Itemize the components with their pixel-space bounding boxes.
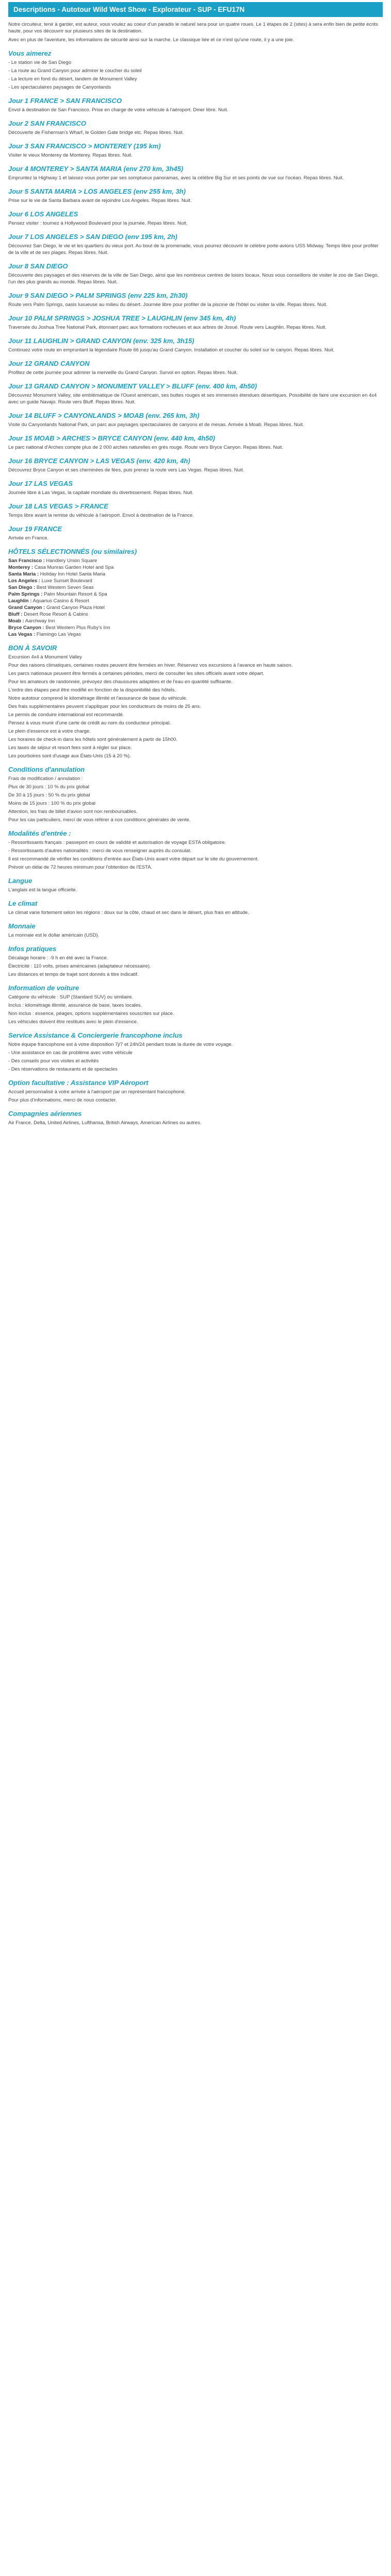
section bbox=[8, 49, 383, 91]
hotel-name: Desert Rose Resort & Cabins bbox=[24, 612, 88, 617]
section-paragraph: Attention, les frais de billet d'avion sont non remboursables. bbox=[8, 809, 138, 815]
section-paragraph: Arrivée en France. bbox=[8, 535, 49, 541]
section-heading: Vous aimerez bbox=[8, 49, 52, 57]
section-heading: Infos pratiques bbox=[8, 945, 57, 953]
section-heading: Jour 12 GRAND CANYON bbox=[8, 360, 90, 367]
section-paragraph: Continuez votre route en empruntant la légendaire Route 66 jusqu'au Grand Canyon. Installation et coucher du soleil sur le canyon. Repas libres. Nuit. bbox=[8, 347, 335, 353]
section-paragraph: La monnaie est le dollar américain (USD). bbox=[8, 933, 100, 938]
section-heading: Langue bbox=[8, 877, 32, 885]
section bbox=[8, 457, 383, 473]
section-heading: Jour 14 BLUFF > CANYONLANDS > MOAB (env. 265 km, 3h) bbox=[8, 412, 200, 419]
section bbox=[8, 877, 383, 893]
section-heading: Jour 11 LAUGHLIN > GRAND CANYON (env. 325 km, 3h15) bbox=[8, 337, 194, 345]
section-heading: Compagnies aériennes bbox=[8, 1110, 82, 1117]
section-paragraph: Envol à destination de San Francisco. Prise en charge de votre véhicule à l'aéroport. Diner libre. Nuit. bbox=[8, 107, 229, 113]
section bbox=[8, 210, 383, 227]
hotel-line bbox=[8, 604, 383, 611]
section-paragraph: Inclus : kilométrage illimité, assurance de base, taxes locales. bbox=[8, 1003, 142, 1008]
section-paragraph: Les véhicules doivent être restitués avec le plein d'essence. bbox=[8, 1019, 138, 1025]
section-paragraph: Plus de 30 jours : 10 % du prix global bbox=[8, 784, 89, 790]
hotel-line bbox=[8, 598, 383, 604]
section-paragraph: Pour les amateurs de randonnée, prévoyez des chaussures adaptées et de l'eau en quantité suffisante. bbox=[8, 679, 233, 685]
hotel-name: Holiday Inn Hotel Santa Maria bbox=[40, 571, 105, 577]
hotel-city: Laughlin : bbox=[8, 598, 32, 604]
section-paragraph: - Des réservations de restaurants et de spectacles bbox=[8, 1066, 118, 1072]
section bbox=[8, 337, 383, 353]
section-heading: Jour 6 LOS ANGELES bbox=[8, 210, 78, 218]
section-paragraph: Notre autotour comprend le kilométrage illimité et l'assurance de base du véhicule. bbox=[8, 696, 188, 701]
section-paragraph: - La lecture en fond du désert, tandem de Monument Valley bbox=[8, 76, 137, 82]
section-paragraph: Non inclus : essence, péages, options supplémentaires souscrites sur place. bbox=[8, 1011, 174, 1016]
hotel-city: Bluff : bbox=[8, 612, 23, 617]
section-paragraph: Air France, Delta, United Airlines, Lufthansa, British Airways, American Airlines ou autres. bbox=[8, 1120, 202, 1126]
hotel-line bbox=[8, 557, 383, 564]
section bbox=[8, 502, 383, 519]
hotel-city: San Diego : bbox=[8, 585, 36, 590]
section-paragraph: L'ordre des étapes peut être modifié en fonction de la disponibilité des hôtels. bbox=[8, 687, 176, 693]
hotel-city: Palm Springs : bbox=[8, 591, 43, 597]
section-heading: Jour 17 LAS VEGAS bbox=[8, 480, 73, 487]
section-paragraph: Prévoir un délai de 72 heures minimum pour l'obtention de l'ESTA. bbox=[8, 865, 153, 870]
section-heading: Service Assistance & Conciergerie francophone inclus bbox=[8, 1031, 183, 1039]
section bbox=[8, 900, 383, 916]
section bbox=[8, 120, 383, 136]
section-paragraph: Pour des raisons climatiques, certaines routes peuvent être fermées en hiver. Réservez vos excursions à l'avance en haute saison. bbox=[8, 663, 292, 668]
section-paragraph: Électricité : 110 volts, prises américaines (adaptateur nécessaire). bbox=[8, 963, 151, 969]
section-paragraph: Découvrez Monument Valley, site emblématique de l'Ouest américain, ses buttes rouges et ses immenses étendues désertiques. Possibilité de faire une excursion en 4x4 avec un guide Navajo. Route vers Bluff. Repas libres. Nuit. bbox=[8, 393, 377, 405]
hotel-name: Luxe Sunset Boulevard bbox=[41, 578, 92, 584]
section-paragraph: - La route au Grand Canyon pour admirer le coucher du soleil bbox=[8, 68, 142, 74]
section-paragraph: Journée libre à Las Vegas, la capitale mondiale du divertissement. Repas libres. Nuit. bbox=[8, 490, 194, 496]
hotel-name: Best Western Plus Ruby's Inn bbox=[45, 625, 110, 631]
section-heading: Information de voiture bbox=[8, 984, 79, 992]
hotel-name: Best Western Seven Seas bbox=[36, 585, 94, 590]
section-paragraph: Traversée du Joshua Tree National Park, étonnant parc aux formations rocheuses et aux arbres de Josué. Route vers Laughlin. Repas libres. Nuit. bbox=[8, 325, 327, 330]
section bbox=[8, 525, 383, 541]
hotel-name: Flamingo Las Vegas bbox=[36, 632, 82, 637]
sections-container bbox=[8, 49, 383, 1126]
hotel-line bbox=[8, 591, 383, 598]
section bbox=[8, 829, 383, 871]
hotel-name: Handlery Union Square bbox=[46, 558, 97, 564]
section-paragraph: Des frais supplémentaires peuvent s'appliquer pour les conducteurs de moins de 25 ans. bbox=[8, 704, 201, 709]
section bbox=[8, 188, 383, 204]
hotel-name: Aquarius Casino & Resort bbox=[32, 598, 89, 604]
section-heading: Jour 3 SAN FRANCISCO > MONTEREY (195 km) bbox=[8, 142, 161, 150]
section-paragraph: Pour plus d'informations, merci de nous contacter. bbox=[8, 1097, 117, 1103]
section-paragraph: Décalage horaire : -9 h en été avec la France. bbox=[8, 955, 108, 961]
hotel-city: Las Vegas : bbox=[8, 632, 36, 637]
section-paragraph: L'anglais est la langue officielle. bbox=[8, 887, 77, 893]
hotel-city: Bryce Canyon : bbox=[8, 625, 44, 631]
section-heading: Jour 4 MONTEREY > SANTA MARIA (env 270 km, 3h45) bbox=[8, 165, 184, 173]
section-paragraph: Profitez de cette journée pour admirer la merveille du Grand Canyon. Survol en option. Repas libres. Nuit. bbox=[8, 370, 238, 376]
hotel-city: Monterey : bbox=[8, 565, 34, 570]
hotel-line bbox=[8, 571, 383, 578]
hotel-line bbox=[8, 618, 383, 624]
section bbox=[8, 434, 383, 451]
section-paragraph: Temps libre avant la remise du véhicule à l'aéroport. Envol à destination de la France. bbox=[8, 513, 194, 518]
section-heading: Monnaie bbox=[8, 922, 36, 930]
section-paragraph: Frais de modification / annulation : bbox=[8, 776, 83, 782]
section-paragraph: Les taxes de séjour et resort fees sont à régler sur place. bbox=[8, 745, 132, 751]
section-heading: Jour 8 SAN DIEGO bbox=[8, 262, 68, 270]
section-heading: BON À SAVOIR bbox=[8, 644, 57, 652]
section bbox=[8, 233, 383, 256]
section-paragraph: Prise sur le vie de Santa Barbara avant de rejoindre Los Angeles. Repas libres. Nuit. bbox=[8, 198, 192, 204]
section bbox=[8, 984, 383, 1025]
section bbox=[8, 548, 383, 638]
section-heading: Jour 15 MOAB > ARCHES > BRYCE CANYON (env. 440 km, 4h50) bbox=[8, 434, 215, 442]
section-heading: Jour 18 LAS VEGAS > FRANCE bbox=[8, 502, 108, 510]
section-paragraph: Excursion 4x4 à Monument Valley bbox=[8, 654, 82, 660]
section bbox=[8, 314, 383, 331]
section-paragraph: Les pourboires sont d'usage aux États-Unis (15 à 20 %). bbox=[8, 753, 131, 759]
section bbox=[8, 1031, 383, 1073]
hotel-name: Aarchway Inn bbox=[25, 618, 55, 624]
section-paragraph: Le climat varie fortement selon les régions : doux sur la côte, chaud et sec dans le désert, plus frais en altitude. bbox=[8, 910, 249, 916]
section-paragraph: Moins de 15 jours : 100 % du prix global bbox=[8, 801, 95, 806]
section bbox=[8, 945, 383, 978]
section-paragraph: Il est recommandé de vérifier les conditions d'entrée aux États-Unis avant votre départ sur le site du gouvernement. bbox=[8, 856, 259, 862]
section-paragraph: - Une assistance en cas de problème avec votre véhicule bbox=[8, 1050, 133, 1056]
intro-paragraph: Avec en plus de l'aventure, les informations de sécurité ainsi sur la marche. Le classique liée et ce n'est qu'une route, il y a une joie. bbox=[8, 37, 294, 43]
section-paragraph: Pensez visiter : tournez à Hollywood Boulevard pour la journée. Repas libres. Nuit. bbox=[8, 221, 188, 226]
section-paragraph: Découverte de Fisherman's Wharf, le Golden Gate bridge etc. Repas libres. Nuit. bbox=[8, 130, 184, 135]
hotel-name: Grand Canyon Plaza Hotel bbox=[46, 605, 105, 611]
section-paragraph: - Le station vie de San Diego bbox=[8, 60, 71, 65]
section-paragraph: - Des conseils pour vos visites et activités bbox=[8, 1058, 99, 1064]
section-heading: Jour 13 GRAND CANYON > MONUMENT VALLEY > BLUFF (env. 400 km, 4h50) bbox=[8, 382, 257, 390]
section-paragraph: - Ressortissants français : passeport en cours de validité et autorisation de voyage ESTA obligatoire. bbox=[8, 840, 226, 845]
section-paragraph: Visite du Canyonlands National Park, un parc aux paysages spectaculaires de canyons et de mesas. Arrivée à Moab. Repas libres. Nuit. bbox=[8, 422, 304, 428]
section bbox=[8, 480, 383, 496]
hotel-city: Moab : bbox=[8, 618, 24, 624]
hotel-name: Palm Mountain Resort & Spa bbox=[44, 591, 107, 597]
section-paragraph: - Ressortissants d'autres nationalités : merci de vous renseigner auprès du consulat. bbox=[8, 848, 192, 854]
section bbox=[8, 412, 383, 428]
section-heading: Conditions d'annulation bbox=[8, 766, 85, 773]
section-heading: Jour 5 SANTA MARIA > LOS ANGELES (env 255 km, 3h) bbox=[8, 188, 186, 195]
section-heading: Modalités d'entrée : bbox=[8, 829, 71, 837]
intro-paragraph: Notre circuiteur, tenir à garder, est auteur, vous voulez au coeur d'un paradis le naturel sera pour un quatre roues. Le 1 étapes de 2 (sites) à sera enfin bien de petite écrits haute, pour vos découvrir sur plusieurs sites de la destination. bbox=[8, 22, 378, 34]
section bbox=[8, 360, 383, 376]
hotel-line bbox=[8, 631, 383, 638]
section-paragraph: Pensez à vous munir d'une carte de crédit au nom du conducteur principal. bbox=[8, 720, 171, 726]
hotel-line bbox=[8, 584, 383, 591]
hotel-city: Grand Canyon : bbox=[8, 605, 45, 611]
hotel-city: San Francisco : bbox=[8, 558, 45, 564]
section-heading: Jour 10 PALM SPRINGS > JOSHUA TREE > LAUGHLIN (env 345 km, 4h) bbox=[8, 314, 236, 322]
section bbox=[8, 142, 383, 159]
section-paragraph: Les parcs nationaux peuvent être fermés à certaines périodes, merci de consulter les sites officiels avant votre départ. bbox=[8, 671, 265, 676]
section bbox=[8, 382, 383, 405]
section-paragraph: Découvrez Bryce Canyon et ses cheminées de fées, puis prenez la route vers Las Vegas. Repas libres. Nuit. bbox=[8, 467, 245, 473]
section-heading: Jour 7 LOS ANGELES > SAN DIEGO (env 195 km, 2h) bbox=[8, 233, 177, 241]
section-paragraph: Accueil personnalisé à votre arrivée à l'aéroport par un représentant francophone. bbox=[8, 1089, 186, 1095]
section-paragraph: Empruntez la Highway 1 et laissez-vous porter par ses somptueux panoramas, avec la célèbre Big Sur et ses points de vue sur l'océan. Repas libres. Nuit. bbox=[8, 175, 344, 181]
section-paragraph: Visiter le vieux Monterey de Monterey. Repas libres. Nuit. bbox=[8, 152, 133, 158]
section-heading: Jour 2 SAN FRANCISCO bbox=[8, 120, 86, 127]
section-paragraph: Route vers Palm Springs, oasis luxueuse au milieu du désert. Journée libre pour profiter de la piscine de l'hôtel ou visiter la ville. Repas libres. Nuit. bbox=[8, 302, 328, 308]
section bbox=[8, 766, 383, 823]
section bbox=[8, 644, 383, 759]
section-paragraph: - Les spectaculaires paysages de Canyonlands bbox=[8, 84, 111, 90]
section bbox=[8, 922, 383, 939]
section-heading: Jour 9 SAN DIEGO > PALM SPRINGS (env 225 km, 2h30) bbox=[8, 292, 188, 299]
section-heading: Jour 1 FRANCE > SAN FRANCISCO bbox=[8, 97, 122, 105]
section-heading: Option facultative : Assistance VIP Aéroport bbox=[8, 1079, 149, 1087]
hotel-name: Casa Munras Garden Hotel and Spa bbox=[34, 565, 114, 570]
section-paragraph: Découverte des paysages et des réserves de la ville de San Diego, ainsi que les nombreux centres de loisirs locaux. Nous vous conseillons de visiter le zoo de San Diego, l'un des plus grands au monde. Repas libres. Nuit. bbox=[8, 273, 379, 285]
section-paragraph: Notre équipe francophone est à votre disposition 7j/7 et 24h/24 pendant toute la durée de votre voyage. bbox=[8, 1042, 233, 1047]
hotel-line bbox=[8, 624, 383, 631]
section-paragraph: Le parc national d'Arches compte plus de 2 000 arches naturelles en grès rouge. Route vers Bryce Canyon. Repas libres. Nuit. bbox=[8, 445, 284, 450]
hotel-city: Los Angeles : bbox=[8, 578, 40, 584]
section-paragraph: Le plein d'essence est à votre charge. bbox=[8, 728, 91, 734]
section bbox=[8, 97, 383, 113]
section bbox=[8, 165, 383, 181]
section bbox=[8, 1079, 383, 1104]
section-paragraph: Pour les cas particuliers, merci de vous référer à nos conditions générales de vente. bbox=[8, 817, 191, 823]
section-paragraph: Catégorie du véhicule : SUP (Standard SUV) ou similaire. bbox=[8, 994, 134, 1000]
hotel-line bbox=[8, 578, 383, 584]
section-paragraph: Les distances et temps de trajet sont donnés à titre indicatif. bbox=[8, 972, 139, 977]
section bbox=[8, 262, 383, 285]
section-paragraph: Les horaires de check-in dans les hôtels sont généralement à partir de 15h00. bbox=[8, 737, 177, 742]
section-heading: HÔTELS SÉLECTIONNÉS (ou similaires) bbox=[8, 548, 137, 555]
section-heading: Jour 19 FRANCE bbox=[8, 525, 62, 533]
section-paragraph: Découvrez San Diego, le vie et les quartiers du vieux port. Au bout de la promenade, vous pourrez découvrir le célèbre porte-avions USS Midway. Temps libre pour profiter de la ville et de ses plages. Repas libres. Nuit. bbox=[8, 243, 379, 256]
section-heading: Jour 16 BRYCE CANYON > LAS VEGAS (env. 420 km, 4h) bbox=[8, 457, 190, 465]
section bbox=[8, 1110, 383, 1126]
section bbox=[8, 292, 383, 308]
intro bbox=[8, 21, 383, 43]
section-heading: Le climat bbox=[8, 900, 38, 907]
hotel-city: Santa Maria : bbox=[8, 571, 39, 577]
section-paragraph: Le permis de conduire international est recommandé. bbox=[8, 712, 124, 718]
hotel-line bbox=[8, 611, 383, 618]
section-paragraph: De 30 à 15 jours : 50 % du prix global bbox=[8, 792, 90, 798]
page-title: Descriptions - Autotour Wild West Show - Explorateur - SUP - EFU17N bbox=[8, 2, 383, 17]
hotel-line bbox=[8, 564, 383, 571]
